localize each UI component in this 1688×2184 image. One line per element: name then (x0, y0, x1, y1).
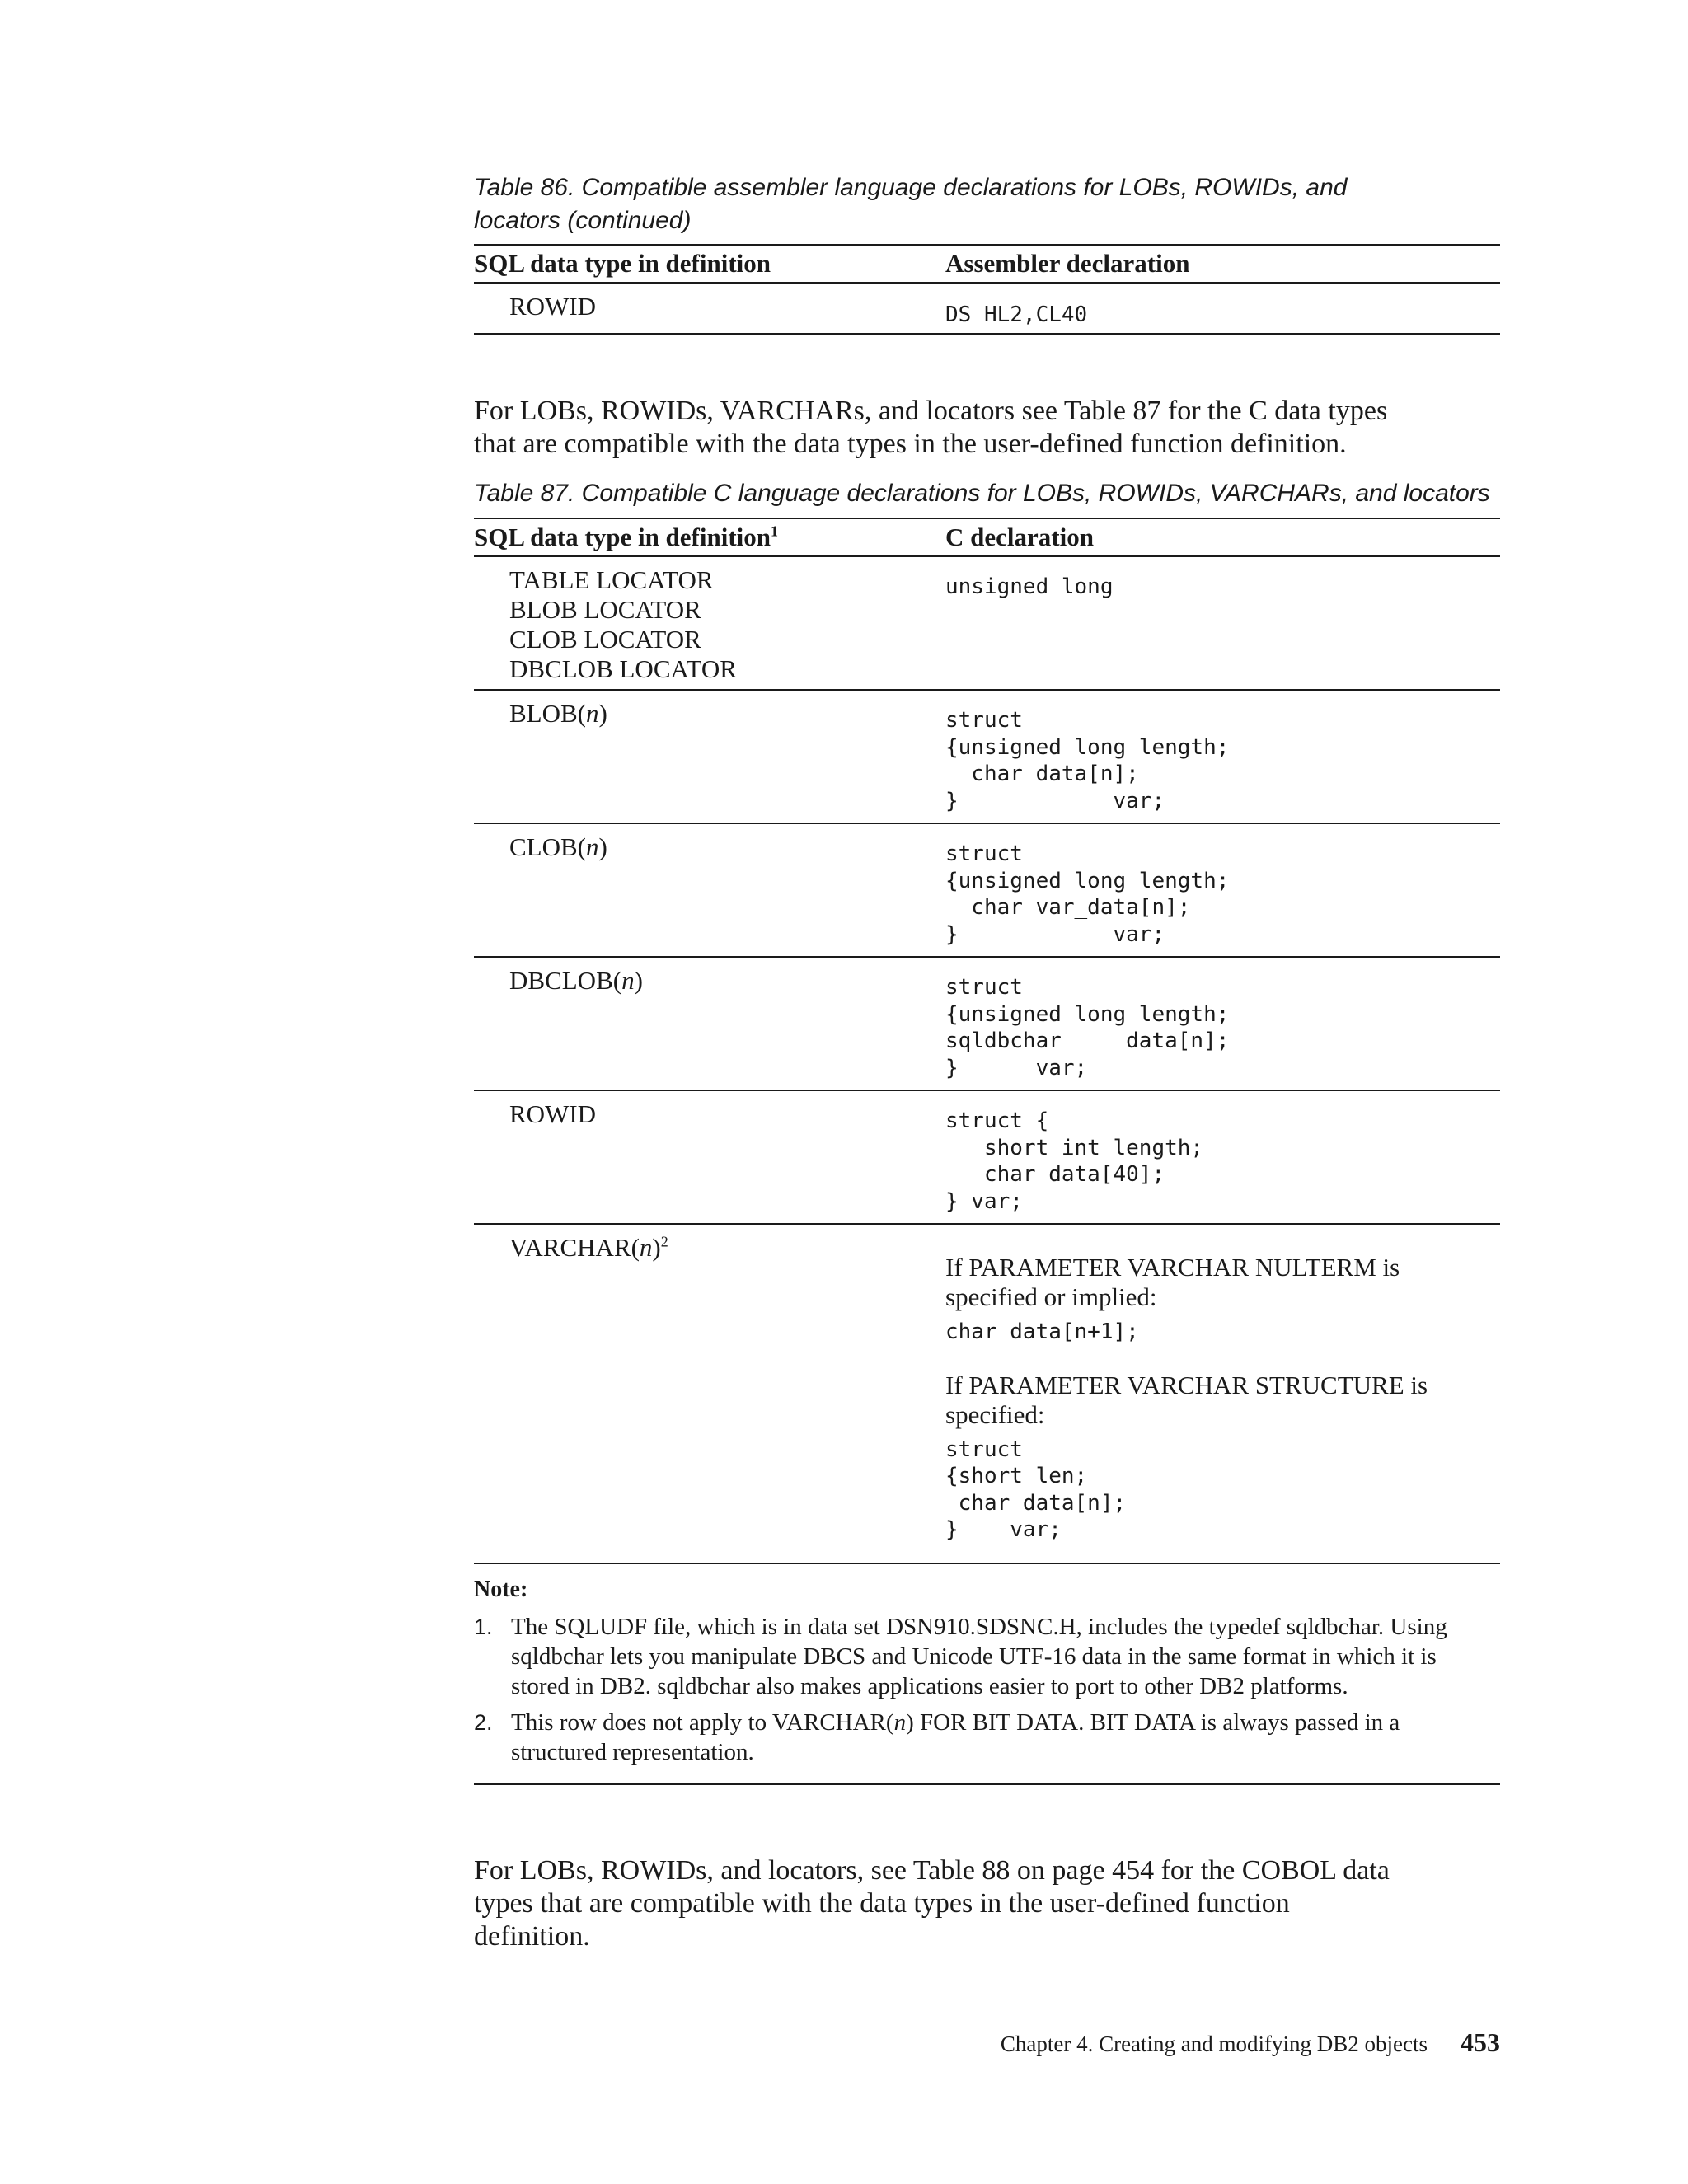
table86-caption-line2: locators (continued) (474, 207, 692, 234)
para-intro-table87 (474, 395, 1500, 461)
blob-suffix: ) (598, 699, 607, 728)
varchar-structure-code: struct {short len; char data[n]; } var; (945, 1436, 1127, 1542)
clob-suffix: ) (598, 832, 607, 861)
note-1-text: The SQLUDF file, which is in data set DSN910.SDSNC.H, includes the typedef sqldbchar. Using sqldbchar lets you manipulate DBCS and Unicode UTF-16 data in the same format in which it is stored in DB2. sqldbchar also makes applications easier to port to other DB2 platforms. (511, 1614, 1447, 1699)
type-dbclob-locator: DBCLOB LOCATOR (509, 654, 737, 683)
row-dbclob-decl: struct {unsigned long length; sqldbchar data[n]; } var; (945, 975, 1230, 1080)
dbclob-suffix: ) (634, 966, 643, 995)
table-row (474, 689, 1500, 823)
table86-row-decl: DS HL2,CL40 (945, 302, 1088, 327)
row-varchar-type (474, 1225, 945, 1563)
varchar-nulterm-text: If PARAMETER VARCHAR NULTERM is specified or implied: (945, 1253, 1400, 1311)
row-rowid-type: ROWID (509, 1099, 597, 1128)
varchar-prefix: VARCHAR( (509, 1233, 640, 1262)
table87-header-col1-text: SQL data type in definition (474, 523, 771, 551)
table86-caption (474, 171, 1500, 237)
para-intro-table88 (474, 1854, 1500, 1953)
row-locators-decl: unsigned long (945, 574, 1114, 599)
para1-line1: For LOBs, ROWIDs, VARCHARs, and locators see Table 87 for the C data types (474, 396, 1388, 426)
note-2-var: n (893, 1709, 907, 1736)
table-row (474, 823, 1500, 956)
table87-notes (474, 1563, 1500, 1785)
table-row (474, 282, 1500, 335)
clob-prefix: CLOB( (509, 832, 586, 861)
table-row (474, 956, 1500, 1090)
footer-chapter-title: Chapter 4. Creating and modifying DB2 objects (1000, 2032, 1428, 2056)
varchar-var: n (639, 1233, 653, 1262)
varchar-structure-text: If PARAMETER VARCHAR STRUCTURE is specified: (945, 1370, 1428, 1429)
table86-header-col2: Assembler declaration (945, 249, 1190, 278)
blob-var: n (586, 699, 599, 728)
table-row (474, 555, 1500, 689)
para2-line1: For LOBs, ROWIDs, and locators, see Table 88 on page 454 for the COBOL data (474, 1855, 1390, 1886)
para2-line3: definition. (474, 1921, 590, 1952)
table87 (474, 477, 1500, 1785)
note-label: Note: (474, 1577, 528, 1602)
note-2-text-before: This row does not apply to VARCHAR( (511, 1709, 894, 1736)
type-clob-locator: CLOB LOCATOR (509, 625, 701, 654)
row-rowid-decl: struct { short int length; char data[40]; } var; (945, 1108, 1204, 1214)
list-item (474, 1612, 1500, 1701)
table87-header-col1 (474, 523, 945, 552)
row-clob-decl: struct {unsigned long length; char var_data[n]; } var; (945, 841, 1230, 947)
table-row (474, 1223, 1500, 1563)
varchar-suffix: ) (652, 1233, 661, 1262)
list-item (474, 1708, 1500, 1767)
type-table-locator: TABLE LOCATOR (509, 565, 714, 594)
clob-var: n (586, 832, 599, 861)
varchar-nulterm-code: char data[n+1]; (945, 1319, 1139, 1344)
note-2-number: 2. (474, 1710, 493, 1735)
dbclob-var: n (621, 966, 635, 995)
table86-caption-line1: Table 86. Compatible assembler language declarations for LOBs, ROWIDs, and (474, 174, 1348, 201)
row-blob-decl: struct {unsigned long length; char data[n]; } var; (945, 708, 1230, 813)
row-clob-type (474, 824, 945, 956)
para2-line2: types that are compatible with the data types in the user-defined function (474, 1888, 1290, 1919)
table86-header-row (474, 246, 1500, 282)
note-2-text-after: ) FOR BIT DATA. BIT DATA is always passed in a structured representation. (511, 1709, 1400, 1765)
row-locators-types (474, 557, 945, 689)
table86-row-type: ROWID (509, 292, 597, 321)
table86 (474, 171, 1500, 335)
note-2-text (511, 1708, 1500, 1767)
dbclob-prefix: DBCLOB( (509, 966, 622, 995)
table87-header-row (474, 519, 1500, 555)
type-blob-locator: BLOB LOCATOR (509, 595, 701, 624)
footnote-ref-1: 1 (771, 523, 779, 540)
page-footer (1001, 2027, 1500, 2058)
table87-header-col2: C declaration (945, 523, 1094, 551)
table86-header-col1: SQL data type in definition (474, 249, 771, 278)
page-number: 453 (1461, 2027, 1500, 2057)
para1-line2: that are compatible with the data types in the user-defined function definition. (474, 429, 1347, 459)
table87-caption: Table 87. Compatible C language declarations for LOBs, ROWIDs, VARCHARs, and locators (474, 480, 1490, 507)
footnote-ref-2: 2 (660, 1233, 668, 1250)
row-blob-type (474, 691, 945, 823)
table-row (474, 1090, 1500, 1223)
blob-prefix: BLOB( (509, 699, 586, 728)
note-1-number: 1. (474, 1615, 493, 1639)
row-dbclob-type (474, 958, 945, 1090)
